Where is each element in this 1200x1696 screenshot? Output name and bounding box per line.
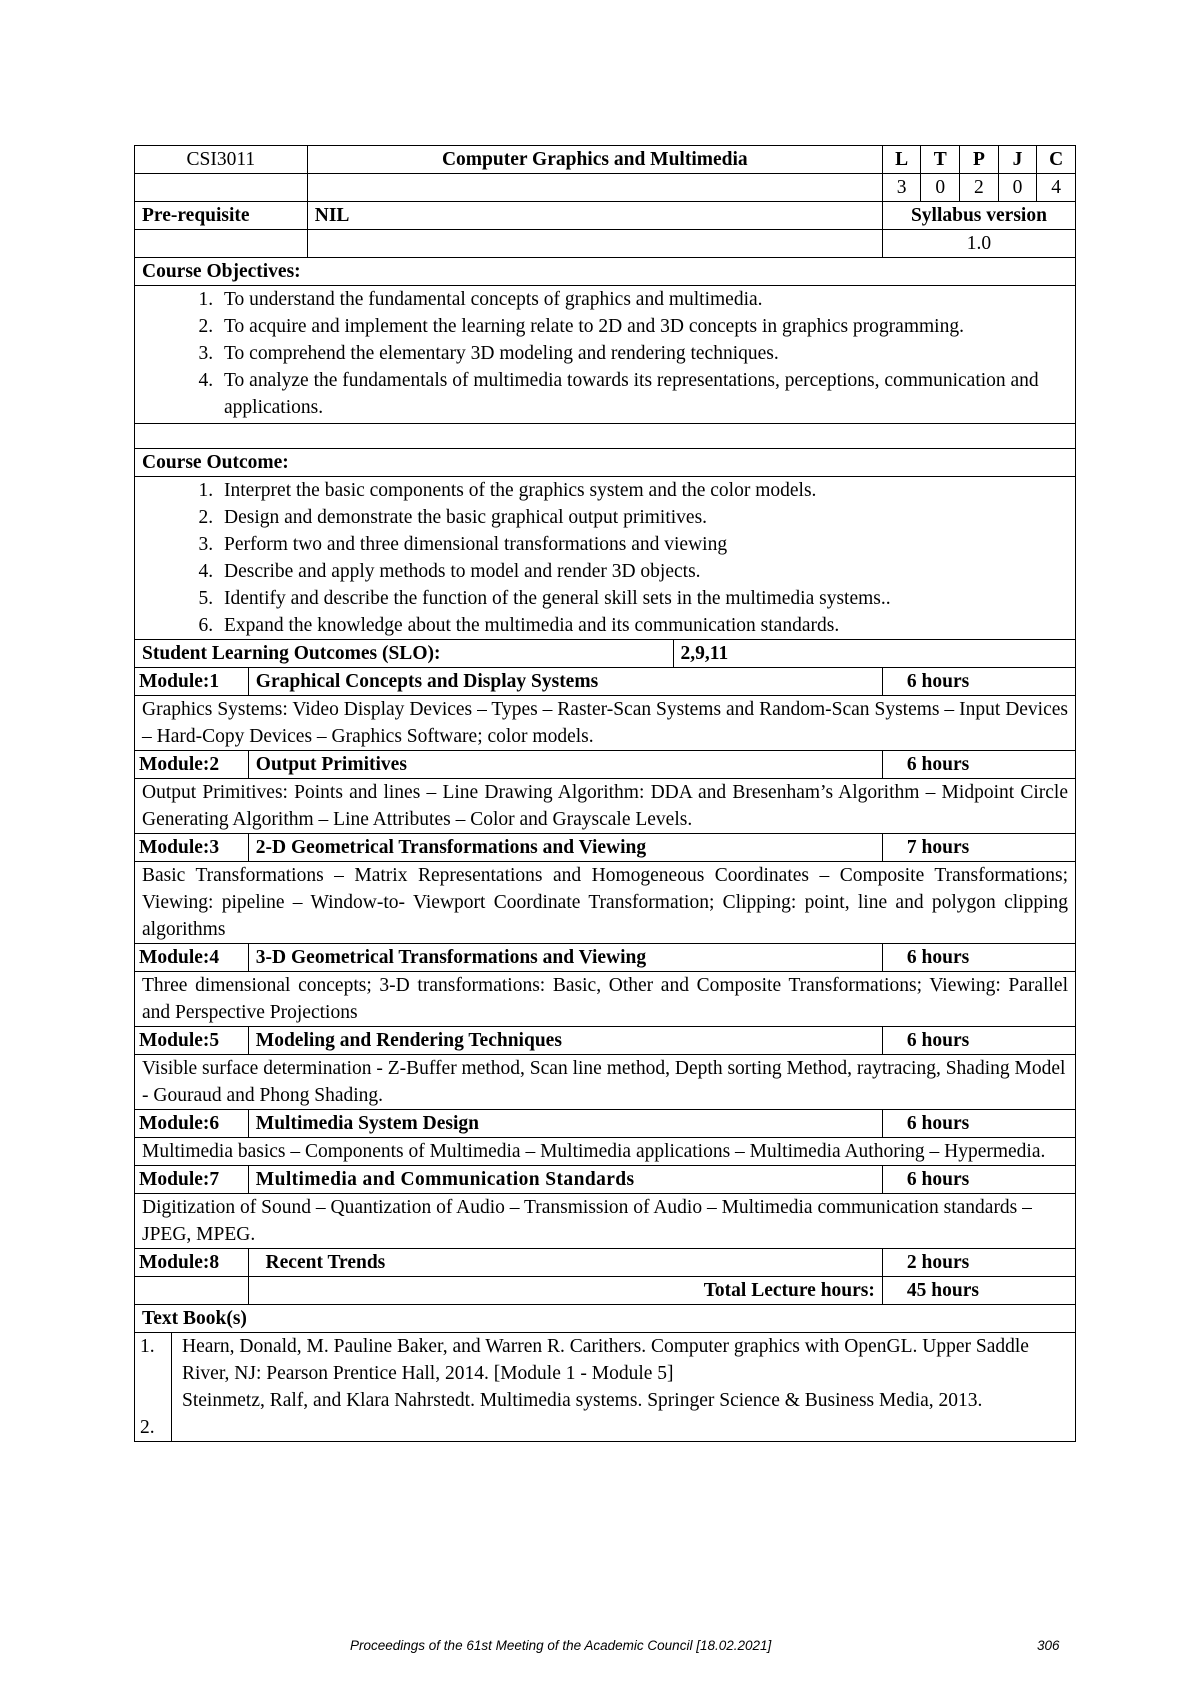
module-content: Digitization of Sound – Quantization of Audio – Transmission of Audio – Multimedia communication standards – JPEG, MPEG. <box>135 1194 1076 1249</box>
module-title: Modeling and Rendering Techniques <box>248 1027 882 1055</box>
module-content-row <box>135 1138 1076 1166</box>
course-code: CSI3011 <box>135 146 308 174</box>
slo-value: 2,9,11 <box>673 640 1075 668</box>
module-header-row <box>135 1166 1076 1194</box>
module-hours: 6 hours <box>882 668 1075 696</box>
outcomes-list-row <box>135 477 1076 640</box>
module-number: Module:6 <box>135 1110 249 1138</box>
list-item: 6. Expand the knowledge about the multimedia and its communication standards. <box>218 612 1068 639</box>
syllabus-page <box>134 145 1076 1442</box>
textbooks-heading: Text Book(s) <box>135 1305 1076 1333</box>
module-content: Multimedia basics – Components of Multimedia – Multimedia applications – Multimedia Authoring – Hypermedia. <box>135 1138 1076 1166</box>
page-number: 306 <box>1037 1638 1060 1653</box>
textbook-number: 1. <box>140 1336 155 1357</box>
textbook-number: 2. <box>140 1417 155 1438</box>
ltp-label-l: L <box>882 146 921 174</box>
course-title: Computer Graphics and Multimedia <box>307 146 882 174</box>
module-header-row <box>135 1110 1076 1138</box>
module-header-row <box>135 1027 1076 1055</box>
module-header-row <box>135 944 1076 972</box>
module-hours: 2 hours <box>882 1249 1075 1277</box>
module-title: 3-D Geometrical Transformations and Viewing <box>248 944 882 972</box>
outcomes-heading-row <box>135 449 1076 477</box>
textbooks-row <box>135 1333 1076 1442</box>
prereq-value: NIL <box>307 202 882 230</box>
module-hours: 6 hours <box>882 1027 1075 1055</box>
total-value: 45 hours <box>882 1277 1075 1305</box>
module-title: Multimedia and Communication Standards <box>248 1166 882 1194</box>
module-content-row <box>135 779 1076 834</box>
list-item: 5. Identify and describe the function of the general skill sets in the multimedia systems.. <box>218 585 1068 612</box>
module-number: Module:7 <box>135 1166 249 1194</box>
ltp-label-j: J <box>998 146 1037 174</box>
list-item: 1. To understand the fundamental concepts of graphics and multimedia. <box>218 286 1068 313</box>
module-number: Module:2 <box>135 751 249 779</box>
textbook-item: Steinmetz, Ralf, and Klara Nahrstedt. Multimedia systems. Springer Science & Business Media, 2013. <box>182 1390 983 1411</box>
module-title: Multimedia System Design <box>248 1110 882 1138</box>
module-content-row <box>135 696 1076 751</box>
module-header-row <box>135 668 1076 696</box>
list-item: 3. Perform two and three dimensional transformations and viewing <box>218 531 1068 558</box>
objectives-list <box>142 286 1068 421</box>
module-hours: 6 hours <box>882 944 1075 972</box>
module-header-row <box>135 834 1076 862</box>
syllabus-table <box>134 145 1076 1442</box>
module-content-row <box>135 1194 1076 1249</box>
slo-label: Student Learning Outcomes (SLO): <box>135 640 674 668</box>
empty-cell <box>135 230 308 258</box>
module-hours: 7 hours <box>882 834 1075 862</box>
ltp-value-j: 0 <box>998 174 1037 202</box>
ltp-label-t: T <box>921 146 960 174</box>
module-number: Module:4 <box>135 944 249 972</box>
textbooks-table <box>135 1333 1075 1441</box>
module-content-row <box>135 862 1076 944</box>
blank-row <box>135 424 1076 449</box>
module-content-row <box>135 1055 1076 1110</box>
module-title: Recent Trends <box>248 1249 882 1277</box>
slo-row <box>135 640 1076 668</box>
module-content: Three dimensional concepts; 3-D transformations: Basic, Other and Composite Transformations; Viewing: Parallel and Perspective Projections <box>135 972 1076 1027</box>
ltp-label-c: C <box>1037 146 1076 174</box>
page-footer: Proceedings of the 61st Meeting of the Academic Council [18.02.2021] <box>350 1638 772 1653</box>
list-item: 3. To comprehend the elementary 3D modeling and rendering techniques. <box>218 340 1068 367</box>
module-content: Visible surface determination - Z-Buffer method, Scan line method, Depth sorting Method, raytracing, Shading Model - Gouraud and Phong Shading. <box>135 1055 1076 1110</box>
ltp-value-c: 4 <box>1037 174 1076 202</box>
module-content-row <box>135 972 1076 1027</box>
textbook-item: Hearn, Donald, M. Pauline Baker, and Warren R. Carithers. Computer graphics with OpenGL. Upper Saddle River, NJ: Pearson Prentice Hall, 2014. [Module 1 - Module 5] <box>182 1336 1029 1384</box>
module-number: Module:1 <box>135 668 249 696</box>
ltp-value-l: 3 <box>882 174 921 202</box>
module-hours: 6 hours <box>882 1110 1075 1138</box>
module-number: Module:3 <box>135 834 249 862</box>
outcomes-heading: Course Outcome: <box>135 449 1076 477</box>
total-row <box>135 1277 1076 1305</box>
module-title: Graphical Concepts and Display Systems <box>248 668 882 696</box>
list-item: 4. To analyze the fundamentals of multimedia towards its representations, perceptions, communication and applications. <box>218 367 1068 421</box>
module-hours: 6 hours <box>882 751 1075 779</box>
syllabus-version-label: Syllabus version <box>882 202 1075 230</box>
module-content: Basic Transformations – Matrix Representations and Homogeneous Coordinates – Composite Transformations; Viewing: pipeline – Window-to- Viewport Coordinate Transformation; Clipping: point, line and polygon clipping algorithms <box>135 862 1076 944</box>
module-title: 2-D Geometrical Transformations and Viewing <box>248 834 882 862</box>
syllabus-version-value: 1.0 <box>882 230 1075 258</box>
list-item: 2. Design and demonstrate the basic graphical output primitives. <box>218 504 1068 531</box>
list-item: 4. Describe and apply methods to model and render 3D objects. <box>218 558 1068 585</box>
prereq-label: Pre-requisite <box>135 202 308 230</box>
list-item: 1. Interpret the basic components of the graphics system and the color models. <box>218 477 1068 504</box>
ltp-values-row <box>135 174 1076 202</box>
module-header-row <box>135 751 1076 779</box>
total-label: Total Lecture hours: <box>248 1277 882 1305</box>
empty-cell <box>135 174 308 202</box>
module-number: Module:5 <box>135 1027 249 1055</box>
syllabus-version-row <box>135 230 1076 258</box>
empty-cell <box>307 174 882 202</box>
ltp-value-p: 2 <box>960 174 999 202</box>
list-item: 2. To acquire and implement the learning relate to 2D and 3D concepts in graphics programming. <box>218 313 1068 340</box>
ltp-label-p: P <box>960 146 999 174</box>
empty-cell <box>135 1277 249 1305</box>
prereq-row <box>135 202 1076 230</box>
objectives-heading-row <box>135 258 1076 286</box>
module-hours: 6 hours <box>882 1166 1075 1194</box>
module-header-row <box>135 1249 1076 1277</box>
module-content: Output Primitives: Points and lines – Line Drawing Algorithm: DDA and Bresenham’s Algorithm – Midpoint Circle Generating Algorithm – Line Attributes – Color and Grayscale Levels. <box>135 779 1076 834</box>
module-content: Graphics Systems: Video Display Devices – Types – Raster-Scan Systems and Random-Scan Systems – Input Devices – Hard-Copy Devices – Graphics Software; color models. <box>135 696 1076 751</box>
module-number: Module:8 <box>135 1249 249 1277</box>
course-title-row <box>135 146 1076 174</box>
textbooks-heading-row <box>135 1305 1076 1333</box>
empty-cell <box>307 230 882 258</box>
module-title: Output Primitives <box>248 751 882 779</box>
empty-cell <box>135 424 1076 449</box>
objectives-heading: Course Objectives: <box>135 258 1076 286</box>
objectives-list-row <box>135 286 1076 424</box>
outcomes-list <box>142 477 1068 639</box>
ltp-value-t: 0 <box>921 174 960 202</box>
